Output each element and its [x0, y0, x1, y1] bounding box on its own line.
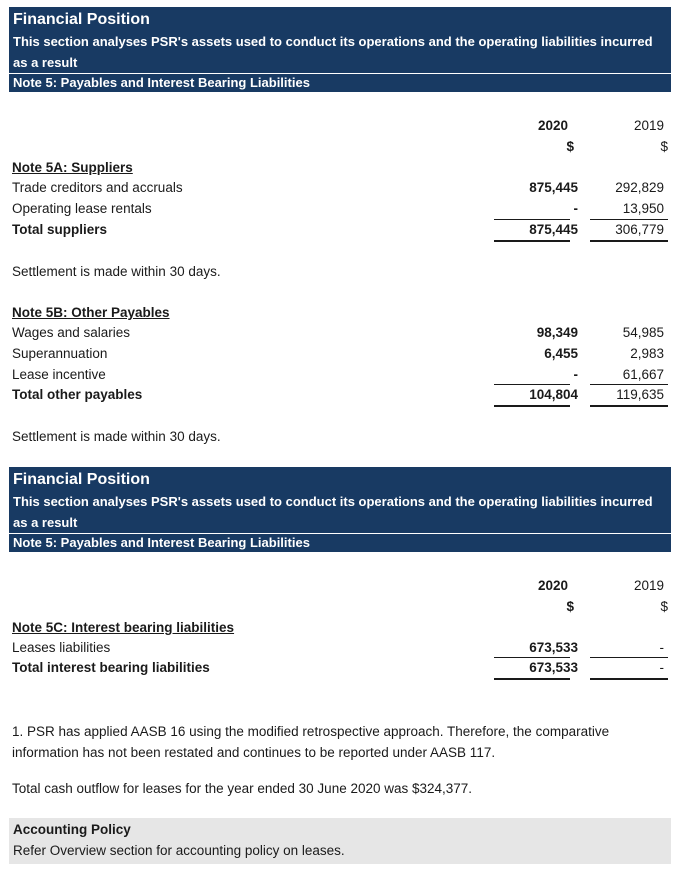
- banner-title: Financial Position: [13, 11, 150, 28]
- settlement-note: Settlement is made within 30 days.: [12, 264, 221, 279]
- value-2019: 2,983: [630, 346, 664, 361]
- banner-note-title: Note 5: Payables and Interest Bearing Liabilities: [9, 73, 671, 92]
- accounting-policy-title: Accounting Policy: [13, 822, 131, 837]
- settlement-note: Settlement is made within 30 days.: [12, 429, 221, 444]
- note-5c-heading: Note 5C: Interest bearing liabilities: [12, 620, 235, 635]
- value-2019: 61,667: [622, 367, 664, 382]
- section-banner: [9, 467, 671, 552]
- column-header-2019: 2019: [633, 118, 664, 133]
- column-header-2019: 2019: [633, 578, 664, 593]
- total-row: [12, 658, 672, 678]
- table-row: [12, 638, 672, 658]
- value-2020: -: [573, 367, 578, 382]
- value-2019: 54,985: [622, 325, 664, 340]
- accounting-policy-box: [9, 818, 671, 864]
- accounting-policy-text: Refer Overview section for accounting policy on leases.: [13, 843, 345, 858]
- table-row: [12, 344, 672, 364]
- total-row: [12, 385, 672, 405]
- row-label: Operating lease rentals: [12, 201, 152, 216]
- total-2020: 875,445: [529, 222, 578, 237]
- value-2019: 292,829: [615, 180, 664, 195]
- note-5b-heading-row: [12, 303, 672, 323]
- total-2020: 673,533: [529, 660, 578, 675]
- total-label: Total other payables: [12, 387, 143, 402]
- note-5c-heading-row: [12, 618, 672, 638]
- total-row: [12, 220, 672, 240]
- total-2020: 104,804: [529, 387, 578, 402]
- row-label: Trade creditors and accruals: [12, 180, 183, 195]
- column-unit-2019: $: [660, 599, 668, 614]
- banner-description: This section analyses PSR's assets used to conduct its operations and the operating liabilities incurred as a result: [13, 494, 653, 530]
- column-unit-2020: $: [566, 139, 574, 154]
- row-label: Wages and salaries: [12, 325, 131, 340]
- total-label: Total suppliers: [12, 222, 108, 237]
- note-5a-heading: Note 5A: Suppliers: [12, 160, 133, 175]
- total-2019: -: [659, 660, 664, 675]
- row-label: Superannuation: [12, 346, 108, 361]
- total-line-2020: [494, 240, 570, 242]
- column-header-2020: 2020: [537, 118, 568, 133]
- column-unit-2020: $: [566, 599, 574, 614]
- row-label: Leases liabilities: [12, 640, 111, 655]
- total-2019: 306,779: [615, 222, 664, 237]
- row-label: Lease incentive: [12, 367, 106, 382]
- note-5b-heading: Note 5B: Other Payables: [12, 305, 170, 320]
- value-2020: 673,533: [529, 640, 578, 655]
- total-line-2019: [590, 240, 668, 242]
- total-line-2019: [590, 405, 668, 407]
- value-2020: -: [573, 201, 578, 216]
- banner-title: Financial Position: [13, 471, 150, 488]
- section-banner: [9, 7, 671, 92]
- value-2019: -: [659, 640, 664, 655]
- column-unit-2019: $: [660, 139, 668, 154]
- table-row: [12, 365, 672, 385]
- total-line-2020: [494, 678, 570, 680]
- total-2019: 119,635: [616, 387, 664, 402]
- value-2020: 98,349: [536, 325, 578, 340]
- table-row: [12, 178, 672, 198]
- total-line-2020: [494, 405, 570, 407]
- banner-description: This section analyses PSR's assets used to conduct its operations and the operating liabilities incurred as a result: [13, 34, 653, 70]
- value-2020: 6,455: [544, 346, 578, 361]
- table-row: [12, 323, 672, 343]
- note-5a-heading-row: [12, 158, 672, 178]
- table-row: [12, 199, 672, 219]
- cash-outflow-note: Total cash outflow for leases for the year ended 30 June 2020 was $324,377.: [12, 781, 473, 796]
- value-2019: 13,950: [622, 201, 664, 216]
- banner-note-title: Note 5: Payables and Interest Bearing Liabilities: [9, 533, 671, 552]
- value-2020: 875,445: [529, 180, 578, 195]
- total-label: Total interest bearing liabilities: [12, 660, 210, 675]
- column-header-2020: 2020: [537, 578, 568, 593]
- footnote-aasb16: 1. PSR has applied AASB 16 using the modified retrospective approach. Therefore, the comparative information has not been restated and continues to be reported under AASB 117.: [12, 724, 610, 760]
- total-line-2019: [590, 678, 668, 680]
